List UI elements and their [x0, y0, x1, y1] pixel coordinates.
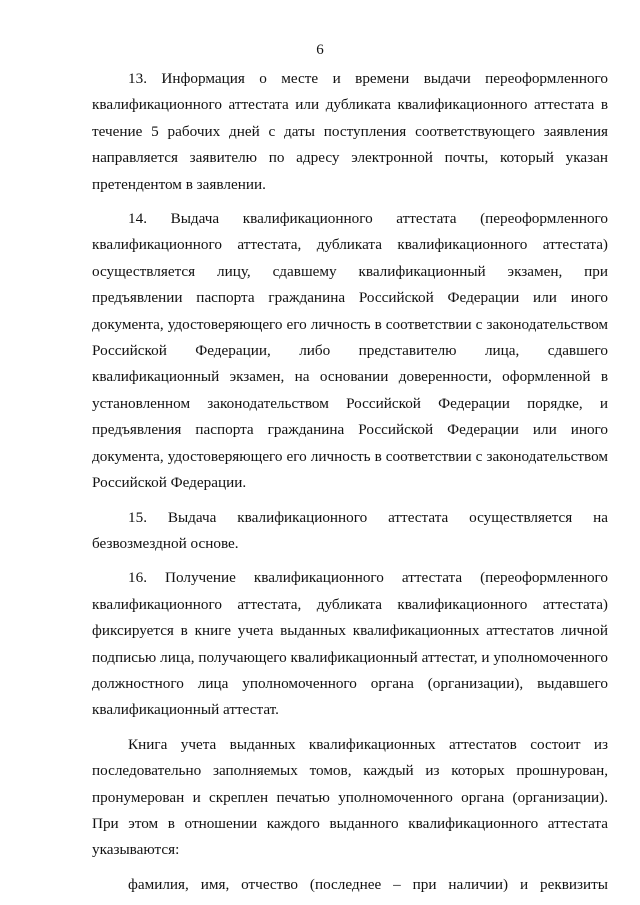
paragraph-list-item: фамилия, имя, отчество (последнее – при наличии) и реквизиты: [128, 875, 608, 893]
paragraph-13: 13. Информация о месте и времени выдачи переоформленного квалификационного аттестата или дубликата квалификационного аттестата в течение 5 рабочих дней с даты поступления соответствующего заявления направляется заявителю по адресу электронной почты, который указан претендентом в заявлении.: [92, 70, 608, 193]
paragraph-16: 16. Получение квалификационного аттестата (переоформленного квалификационного аттестата, дубликата квалификационного аттестата) фиксируется в книге учета выданных квалификационных аттестатов личной подписью лица, получающего квалификационный аттестат, и уполномоченного должностного лица уполномоченного органа (организации), выдавшего квалификационный аттестат.: [92, 569, 608, 719]
page-number: 6: [316, 42, 324, 58]
document-body: [92, 66, 608, 898]
paragraph-book-description: Книга учета выданных квалификационных аттестатов состоит из последовательно заполняемых томов, каждый из которых прошнурован, пронумерован и скреплен печатью уполномоченного органа (организации). При этом в отношении каждого выданного квалификационного аттестата указываются:: [92, 735, 608, 859]
paragraph-14: 14. Выдача квалификационного аттестата (переоформленного квалификационного аттестата, дубликата квалификационного аттестата) осуществляется лицу, сдавшему квалификационный экзамен, при предъявлении паспорта гражданина Российской Федерации или иного документа, удостоверяющего его личность в соответствии с законодательством Российской Федерации, либо представителю лица, сдавшего квалификационный экзамен, на основании доверенности, оформленной в установленном законодательством Российской Федерации порядке, и предъявления паспорта гражданина Российской Федерации или иного документа, удостоверяющего его личность в соответствии с законодательством Российской Федерации.: [92, 210, 608, 492]
paragraph-15: 15. Выдача квалификационного аттестата осуществляется на безвозмездной основе.: [92, 508, 608, 552]
